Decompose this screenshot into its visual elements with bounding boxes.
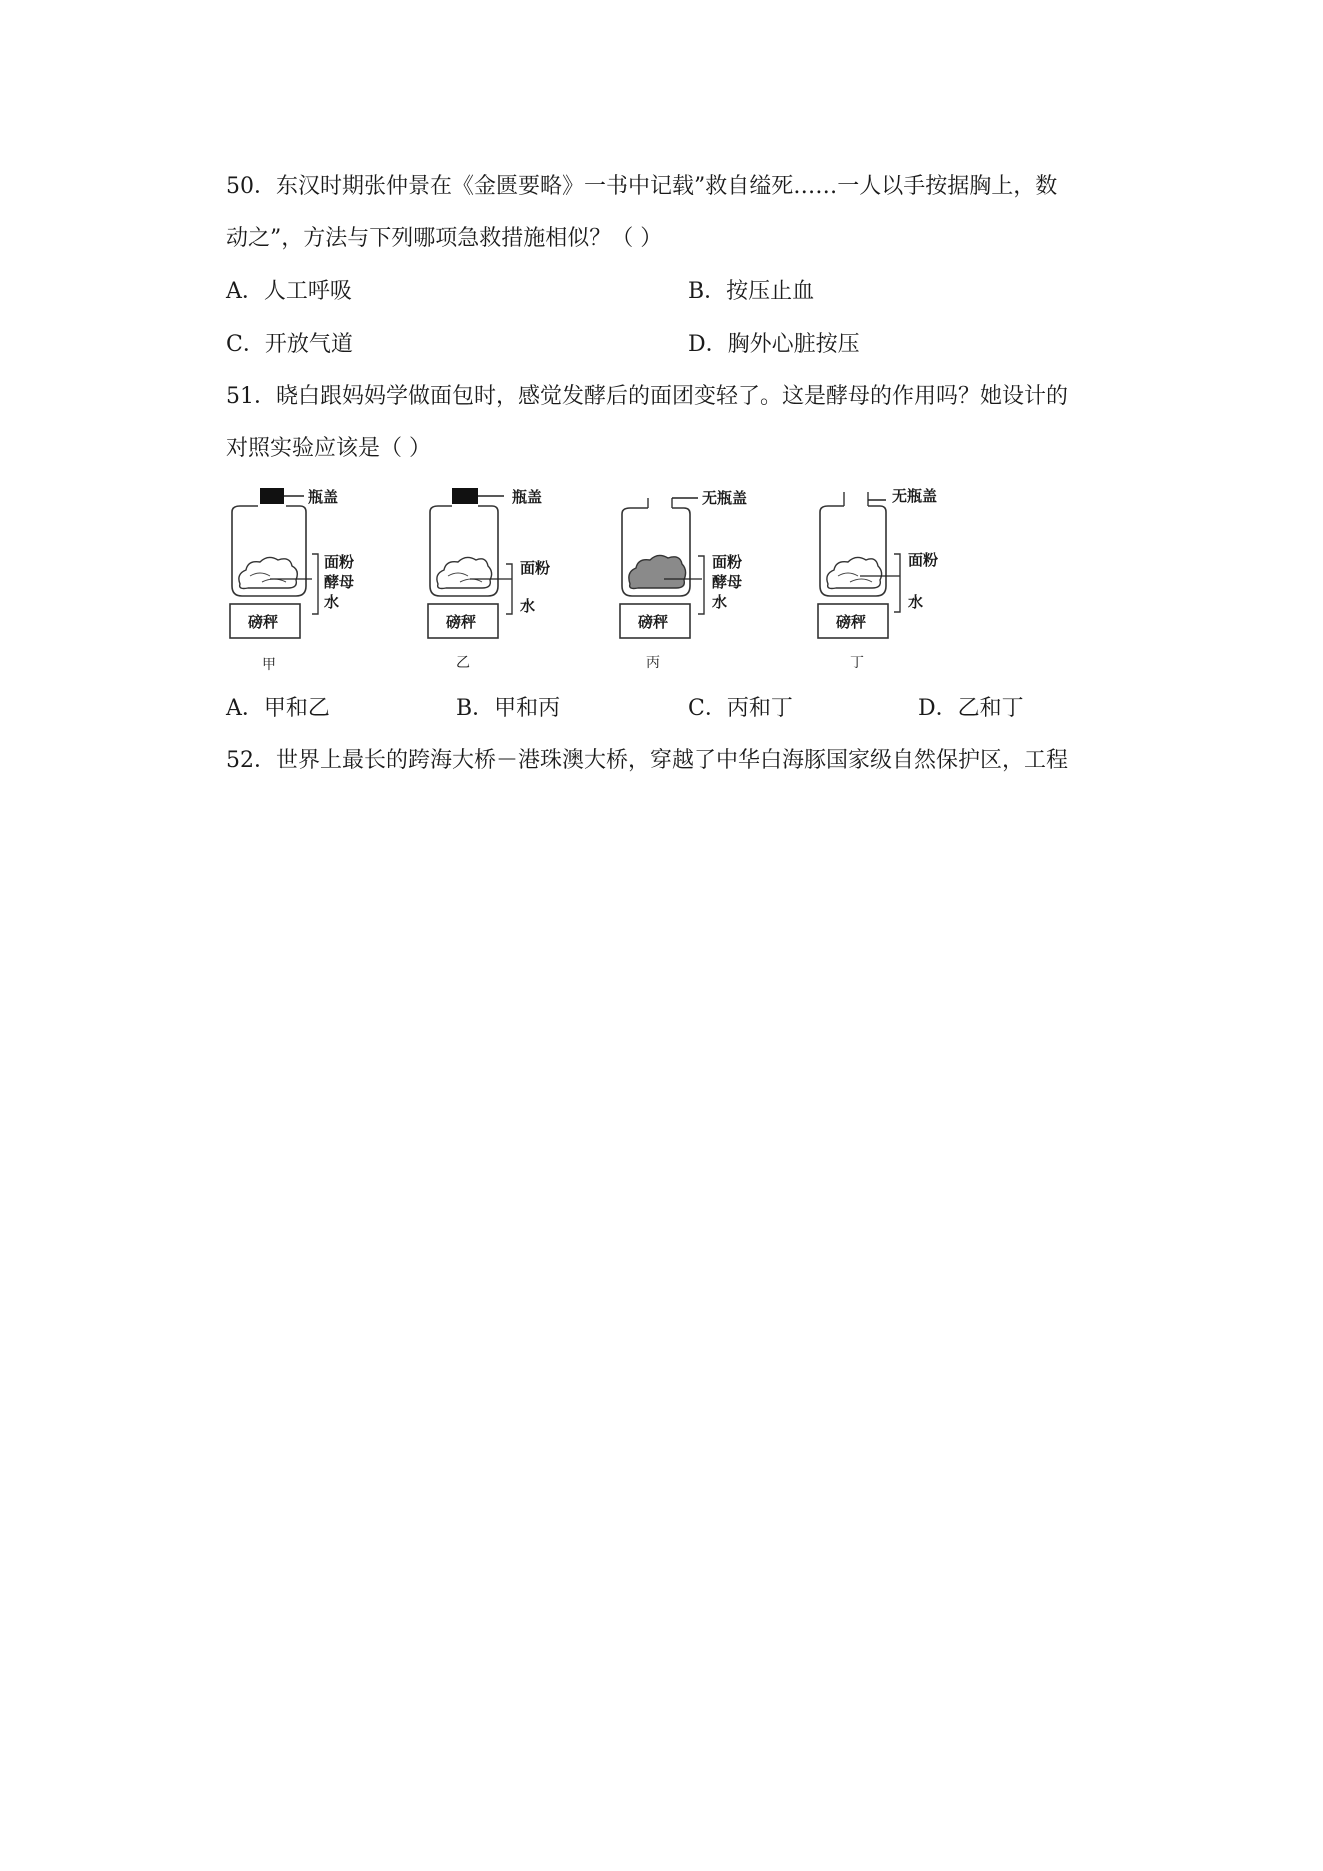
- setup-name: 丙: [646, 655, 660, 671]
- setup-ding: [816, 484, 996, 680]
- content-label-flour: 面粉: [712, 553, 743, 571]
- setup-yi: [426, 484, 606, 680]
- lid-label: 瓶盖: [512, 488, 543, 506]
- q50-option-a: A．人工呼吸: [226, 279, 352, 304]
- q51-stem-line2: 对照实验应该是（ ）: [226, 436, 431, 461]
- lid-label: 无瓶盖: [702, 489, 748, 507]
- setup-bing: [618, 484, 798, 680]
- content-label-flour: 面粉: [324, 553, 355, 571]
- experiment-figure: [226, 484, 986, 680]
- q51-option-b: B．甲和丙: [456, 696, 561, 721]
- q50-option-d: D．胸外心脏按压: [688, 332, 860, 357]
- content-label-flour: 面粉: [520, 559, 551, 577]
- q50-stem-line2: 动之”，方法与下列哪项急救措施相似？（ ）: [226, 226, 663, 251]
- scale-label: 磅秤: [638, 613, 669, 631]
- q52-stem-line1: 52．世界上最长的跨海大桥－港珠澳大桥，穿越了中华白海豚国家级自然保护区，工程: [226, 748, 1068, 773]
- content-label-flour: 面粉: [908, 551, 939, 569]
- scale-label: 磅秤: [446, 613, 477, 631]
- q51-stem-line1: 51．晓白跟妈妈学做面包时，感觉发酵后的面团变轻了。这是酵母的作用吗？她设计的: [226, 384, 1068, 409]
- setup-jia: [226, 484, 406, 680]
- q50-option-c: C．开放气道: [226, 332, 353, 357]
- scale-label: 磅秤: [836, 613, 867, 631]
- setup-name: 甲: [262, 657, 276, 673]
- q51-option-d: D．乙和丁: [918, 696, 1024, 721]
- scale-label: 磅秤: [248, 613, 279, 631]
- content-label-water: 水: [908, 593, 924, 611]
- content-label-yeast: 酵母: [324, 573, 355, 591]
- content-label-water: 水: [324, 593, 340, 611]
- content-label-yeast: 酵母: [712, 573, 743, 591]
- jar-scale-drawing: [816, 484, 996, 680]
- content-label-water: 水: [520, 597, 536, 615]
- q51-option-a: A．甲和乙: [226, 696, 330, 721]
- q50-stem-line1: 50．东汉时期张仲景在《金匮要略》一书中记载”救自缢死……一人以手按据胸上，数: [226, 174, 1058, 199]
- q50-option-b: B．按压止血: [688, 279, 815, 304]
- content-label-water: 水: [712, 593, 728, 611]
- lid-label: 瓶盖: [308, 488, 339, 506]
- q51-option-c: C．丙和丁: [688, 696, 793, 721]
- setup-name: 丁: [850, 655, 864, 671]
- jar-scale-drawing: [618, 484, 798, 680]
- setup-name: 乙: [456, 655, 470, 671]
- lid-label: 无瓶盖: [892, 487, 938, 505]
- jar-scale-drawing: [226, 484, 406, 680]
- jar-scale-drawing: [426, 484, 606, 680]
